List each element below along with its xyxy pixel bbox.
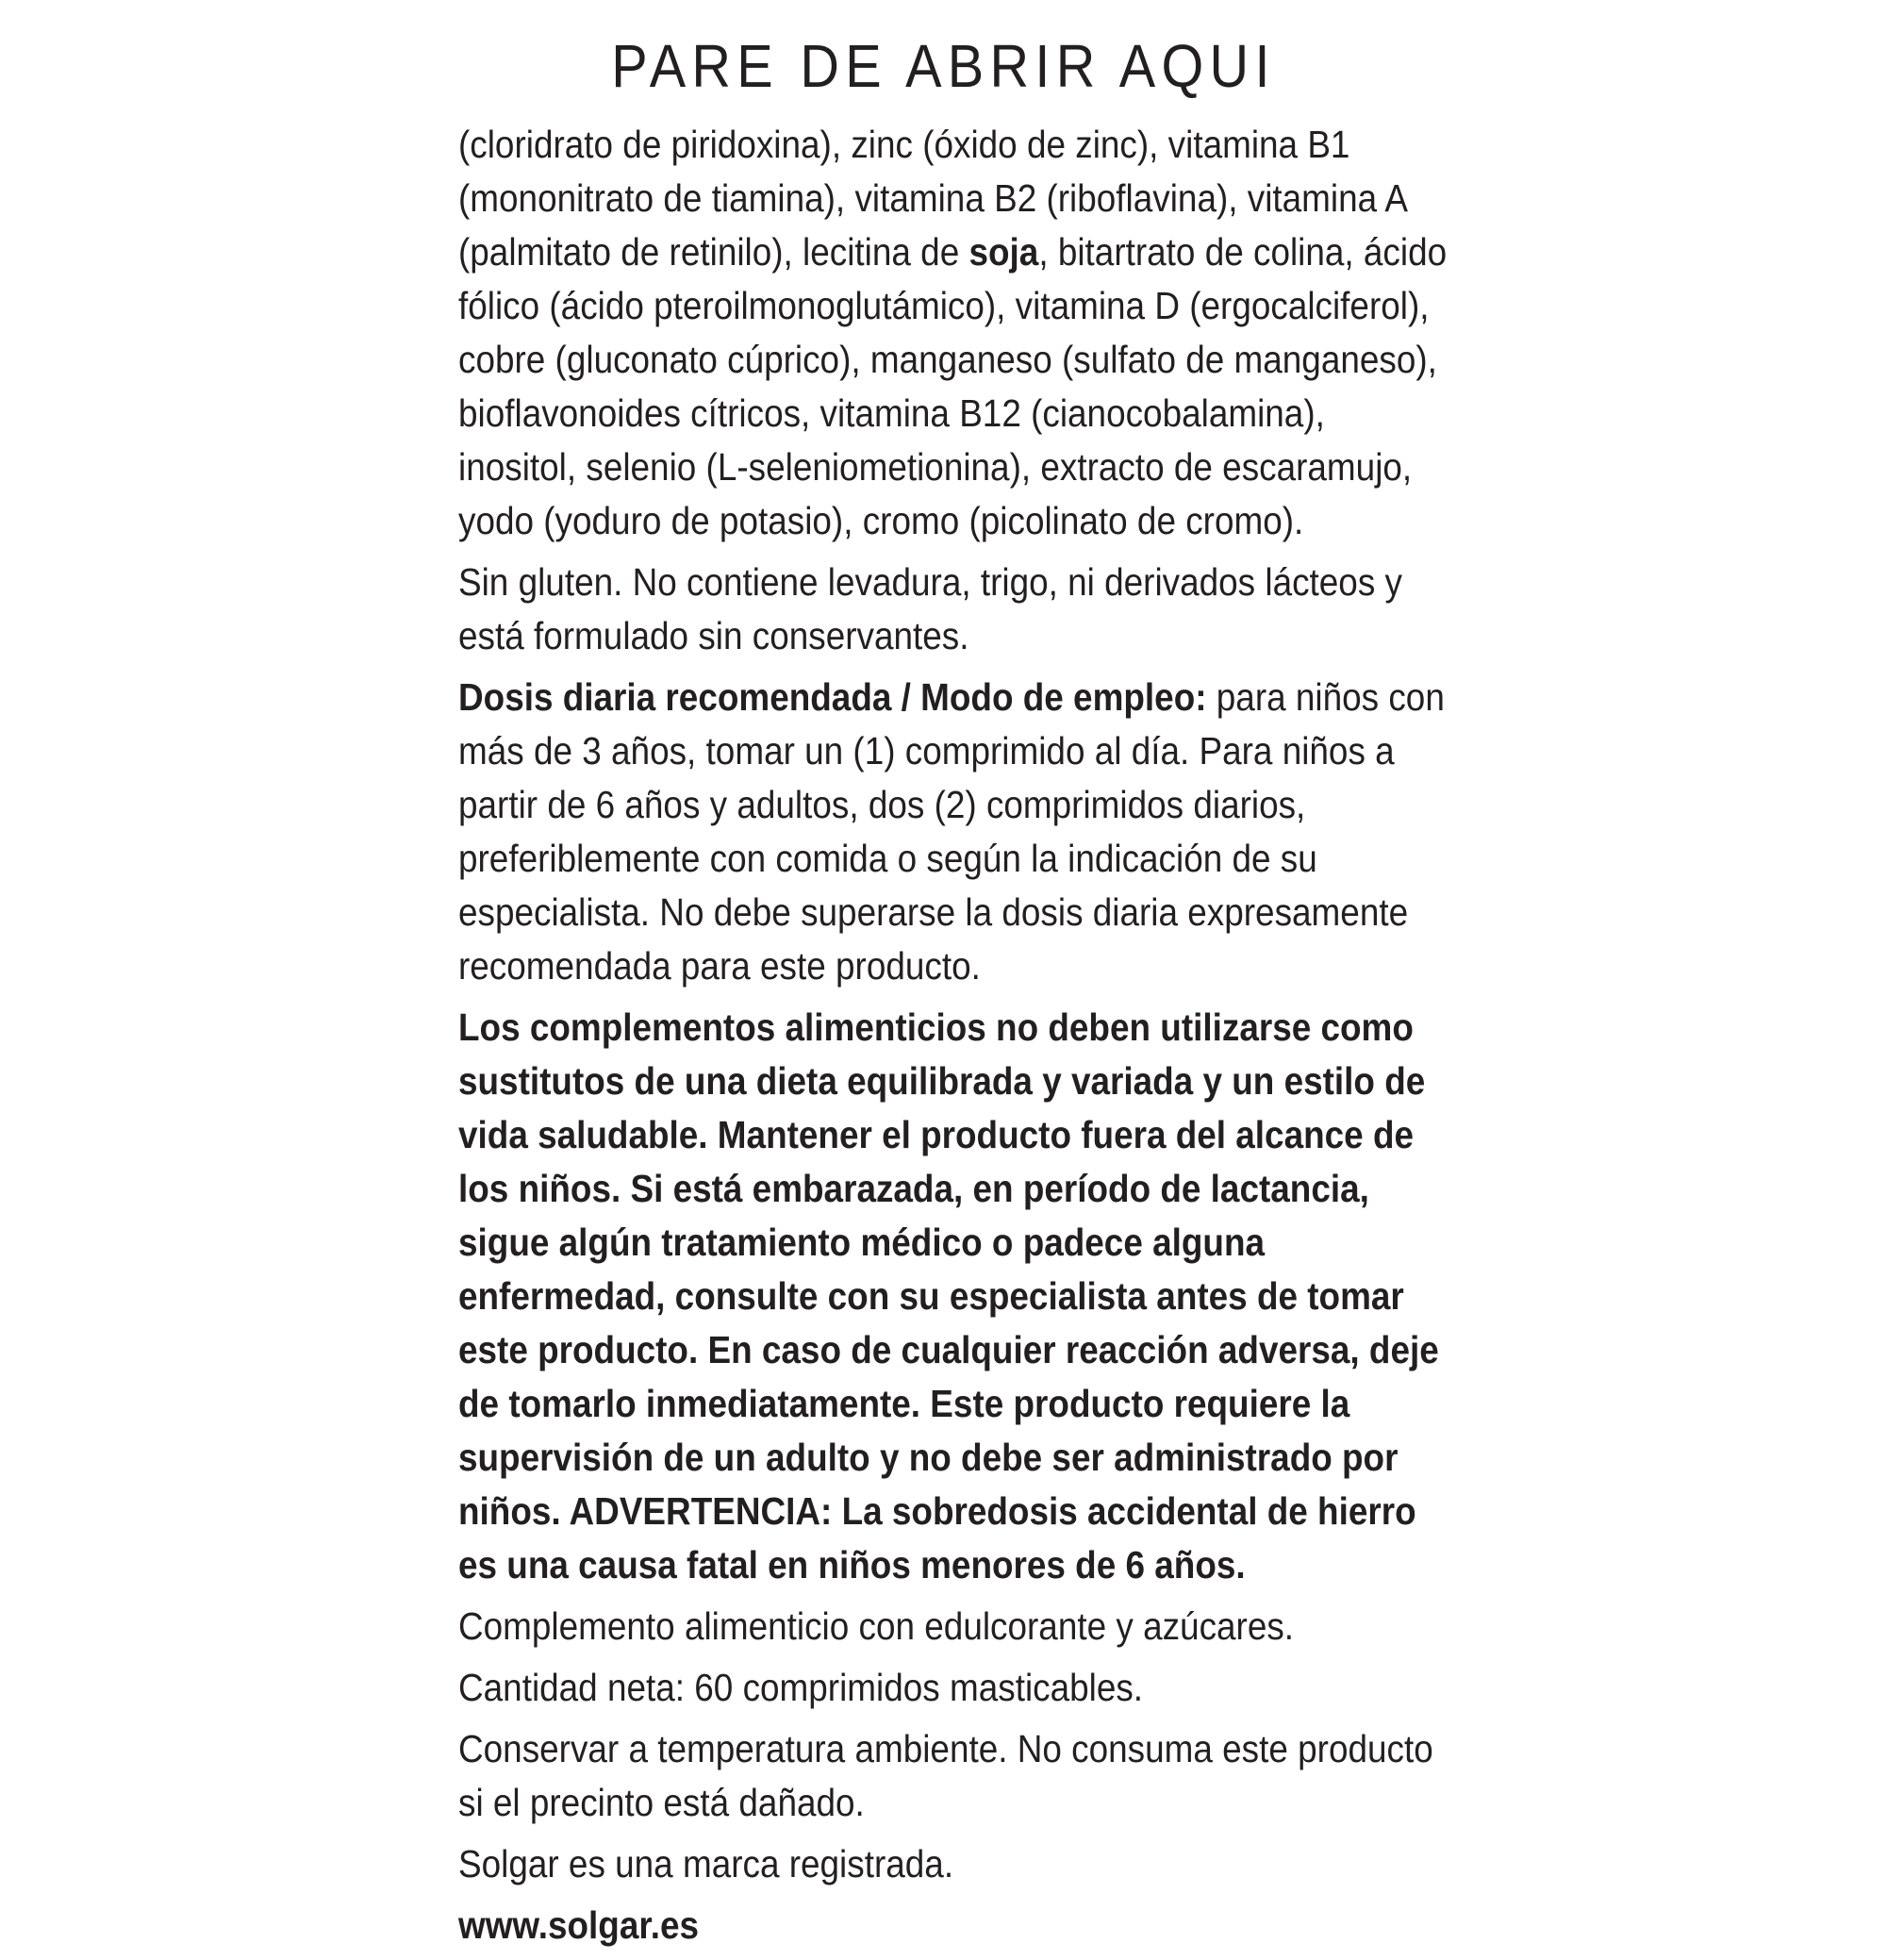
page-title: PARE DE ABRIR AQUI (611, 32, 1276, 100)
dosage-text: para niños con más de 3 años, tomar un (1) comprimido al día. Para niños a partir de 6 años y adultos, dos (2) comprimidos diarios, preferiblemente con comida o según la indicación de su especialista. No debe superarse la dosis diaria expresamente recomendada para este producto. (458, 675, 1445, 988)
free-from-paragraph: Sin gluten. No contiene levadura, trigo, ni derivados lácteos y está formulado sin conservantes. (458, 560, 1402, 657)
product-type-paragraph: Complemento alimenticio con edulcorante y azúcares. (458, 1604, 1295, 1648)
trademark-paragraph: Solgar es una marca registrada. (458, 1842, 954, 1885)
allergen-soja: soja (968, 230, 1039, 274)
warning-paragraph: Los complementos alimenticios no deben utilizarse como sustitutos de una dieta equilibrada y variada y un estilo de vida saludable. Mantener el producto fuera del alcance de los niños. Si está embarazada, en período de lactancia, sigue algún tratamiento médico o padece alguna enfermedad, consulte con su especialista antes de tomar este producto. En caso de cualquier reacción adversa, deje de tomarlo inmediatamente. Este producto requiere la supervisión de un adulto y no debe ser administrado por niños. ADVERTENCIA: La sobredosis accidental de hierro es una causa fatal en niños menores de 6 años. (458, 1005, 1439, 1586)
ingredients-text-end: , bitartrato de colina, ácido fólico (ácido pteroilmonoglutámico), vitamina D (ergocalciferol), cobre (gluconato cúprico), manganeso (sulfato de manganeso), bioflavonoides cítricos, vitamina B12 (cianocobalamina), inositol, selenio (L-seleniometionina), extracto de escaramujo, yodo (yoduro de potasio), cromo (picolinato de cromo). (458, 230, 1448, 542)
ingredients-text-start: (cloridrato de piridoxina), zinc (óxido de zinc), vitamina B1 (mononitrato de tiamina), vitamina B2 (riboflavina), vitamina A (palmitato de retinilo), lecitina de (458, 123, 1406, 274)
website-text: www.solgar.es (458, 1903, 699, 1947)
net-quantity-paragraph: Cantidad neta: 60 comprimidos masticables. (458, 1666, 1144, 1709)
dosage-label: Dosis diaria recomendada / Modo de empleo: (458, 675, 1207, 719)
label-text-column (458, 118, 1451, 1960)
website-link[interactable] (458, 1899, 1451, 1952)
dosage-paragraph (458, 671, 1451, 993)
storage-paragraph: Conservar a temperatura ambiente. No consuma este producto si el precinto está dañado. (458, 1727, 1433, 1824)
ingredients-paragraph (458, 118, 1451, 548)
